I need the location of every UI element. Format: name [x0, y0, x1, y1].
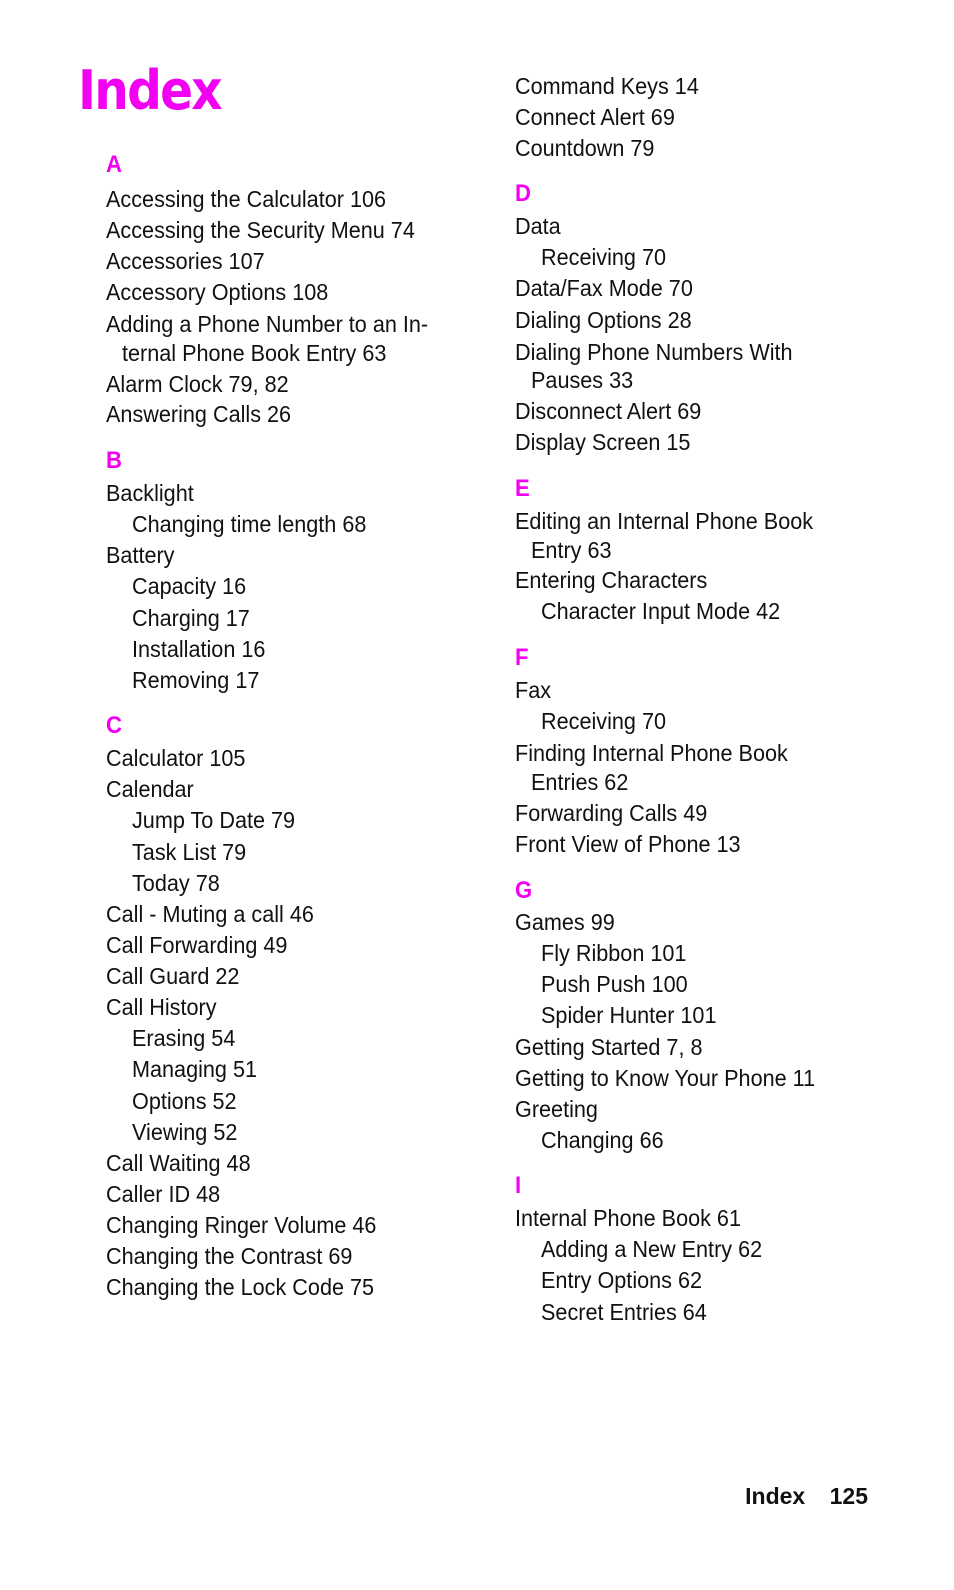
- index-entry: Fax: [515, 677, 552, 703]
- index-subentry: Spider Hunter 101: [541, 1002, 717, 1028]
- index-subentry: Changing 66: [541, 1127, 664, 1153]
- page-footer: [745, 1483, 868, 1510]
- index-entry: Changing Ringer Volume 46: [106, 1212, 377, 1238]
- index-entry: Call Forwarding 49: [106, 932, 288, 958]
- index-entry: Answering Calls 26: [106, 401, 292, 427]
- index-entry: Accessories 107: [106, 248, 265, 274]
- index-subentry: Charging 17: [132, 605, 250, 631]
- index-entry: Connect Alert 69: [515, 104, 675, 130]
- letter-heading-f: F: [515, 644, 529, 671]
- index-entry: Adding a Phone Number to an In-: [106, 311, 429, 337]
- index-subentry: Capacity 16: [132, 573, 247, 599]
- letter-heading-b: B: [106, 447, 122, 474]
- index-entry: Dialing Phone Numbers With: [515, 339, 793, 365]
- index-subentry: Receiving 70: [541, 708, 666, 734]
- letter-heading-d: D: [515, 180, 531, 207]
- index-entry: Backlight: [106, 480, 194, 506]
- index-entry: Games 99: [515, 909, 615, 935]
- index-entry: Front View of Phone 13: [515, 831, 741, 857]
- index-entry: Countdown 79: [515, 135, 655, 161]
- index-entry: Finding Internal Phone Book: [515, 740, 788, 766]
- index-subentry: Viewing 52: [132, 1119, 238, 1145]
- index-entry: Calculator 105: [106, 745, 246, 771]
- footer-section-label: Index: [745, 1483, 806, 1509]
- index-entry: Changing the Contrast 69: [106, 1243, 353, 1269]
- index-entry: Display Screen 15: [515, 429, 691, 455]
- index-subentry: Entry Options 62: [541, 1267, 703, 1293]
- index-entry: Accessing the Calculator 106: [106, 186, 387, 212]
- index-subentry: Managing 51: [132, 1056, 258, 1082]
- index-entry: Greeting: [515, 1096, 598, 1122]
- index-subentry: Removing 17: [132, 667, 260, 693]
- index-entry-continuation: Entries 62: [531, 769, 629, 795]
- index-subentry: Jump To Date 79: [132, 807, 296, 833]
- page-number: 125: [829, 1483, 868, 1509]
- index-subentry: Today 78: [132, 870, 220, 896]
- page-title: Index: [78, 59, 221, 122]
- index-entry-continuation: Entry 63: [531, 537, 612, 563]
- index-subentry: Erasing 54: [132, 1025, 236, 1051]
- index-entry: Call Guard 22: [106, 963, 240, 989]
- letter-heading-e: E: [515, 475, 530, 502]
- index-subentry: Adding a New Entry 62: [541, 1236, 763, 1262]
- index-entry-continuation: ternal Phone Book Entry 63: [122, 340, 387, 366]
- index-subentry: Push Push 100: [541, 971, 688, 997]
- index-subentry: Options 52: [132, 1088, 237, 1114]
- index-subentry: Changing time length 68: [132, 511, 367, 537]
- index-entry: Alarm Clock 79, 82: [106, 371, 289, 397]
- index-entry: Call History: [106, 994, 217, 1020]
- index-entry: Call - Muting a call 46: [106, 901, 314, 927]
- index-subentry: Character Input Mode 42: [541, 598, 781, 624]
- index-entry: Call Waiting 48: [106, 1150, 251, 1176]
- index-entry: Calendar: [106, 776, 194, 802]
- index-entry: Accessing the Security Menu 74: [106, 217, 415, 243]
- index-entry: Command Keys 14: [515, 73, 699, 99]
- index-subentry: Fly Ribbon 101: [541, 940, 687, 966]
- index-entry: Getting to Know Your Phone 11: [515, 1065, 816, 1091]
- index-entry: Disconnect Alert 69: [515, 398, 702, 424]
- index-entry: Dialing Options 28: [515, 307, 692, 333]
- index-subentry: Secret Entries 64: [541, 1299, 707, 1325]
- index-entry: Data/Fax Mode 70: [515, 275, 693, 301]
- index-entry-continuation: Pauses 33: [531, 367, 634, 393]
- index-entry: Entering Characters: [515, 567, 708, 593]
- index-entry: Internal Phone Book 61: [515, 1205, 741, 1231]
- index-entry: Data: [515, 213, 561, 239]
- letter-heading-c: C: [106, 712, 122, 739]
- index-entry: Caller ID 48: [106, 1181, 221, 1207]
- index-subentry: Installation 16: [132, 636, 266, 662]
- index-subentry: Task List 79: [132, 839, 247, 865]
- index-entry: Accessory Options 108: [106, 279, 329, 305]
- letter-heading-g: G: [515, 877, 533, 904]
- index-entry: Getting Started 7, 8: [515, 1034, 703, 1060]
- index-entry: Battery: [106, 542, 175, 568]
- index-entry: Editing an Internal Phone Book: [515, 508, 814, 534]
- index-subentry: Receiving 70: [541, 244, 666, 270]
- index-entry: Forwarding Calls 49: [515, 800, 708, 826]
- letter-heading-i: I: [515, 1172, 522, 1199]
- index-entry: Changing the Lock Code 75: [106, 1274, 375, 1300]
- letter-heading-a: A: [106, 151, 122, 178]
